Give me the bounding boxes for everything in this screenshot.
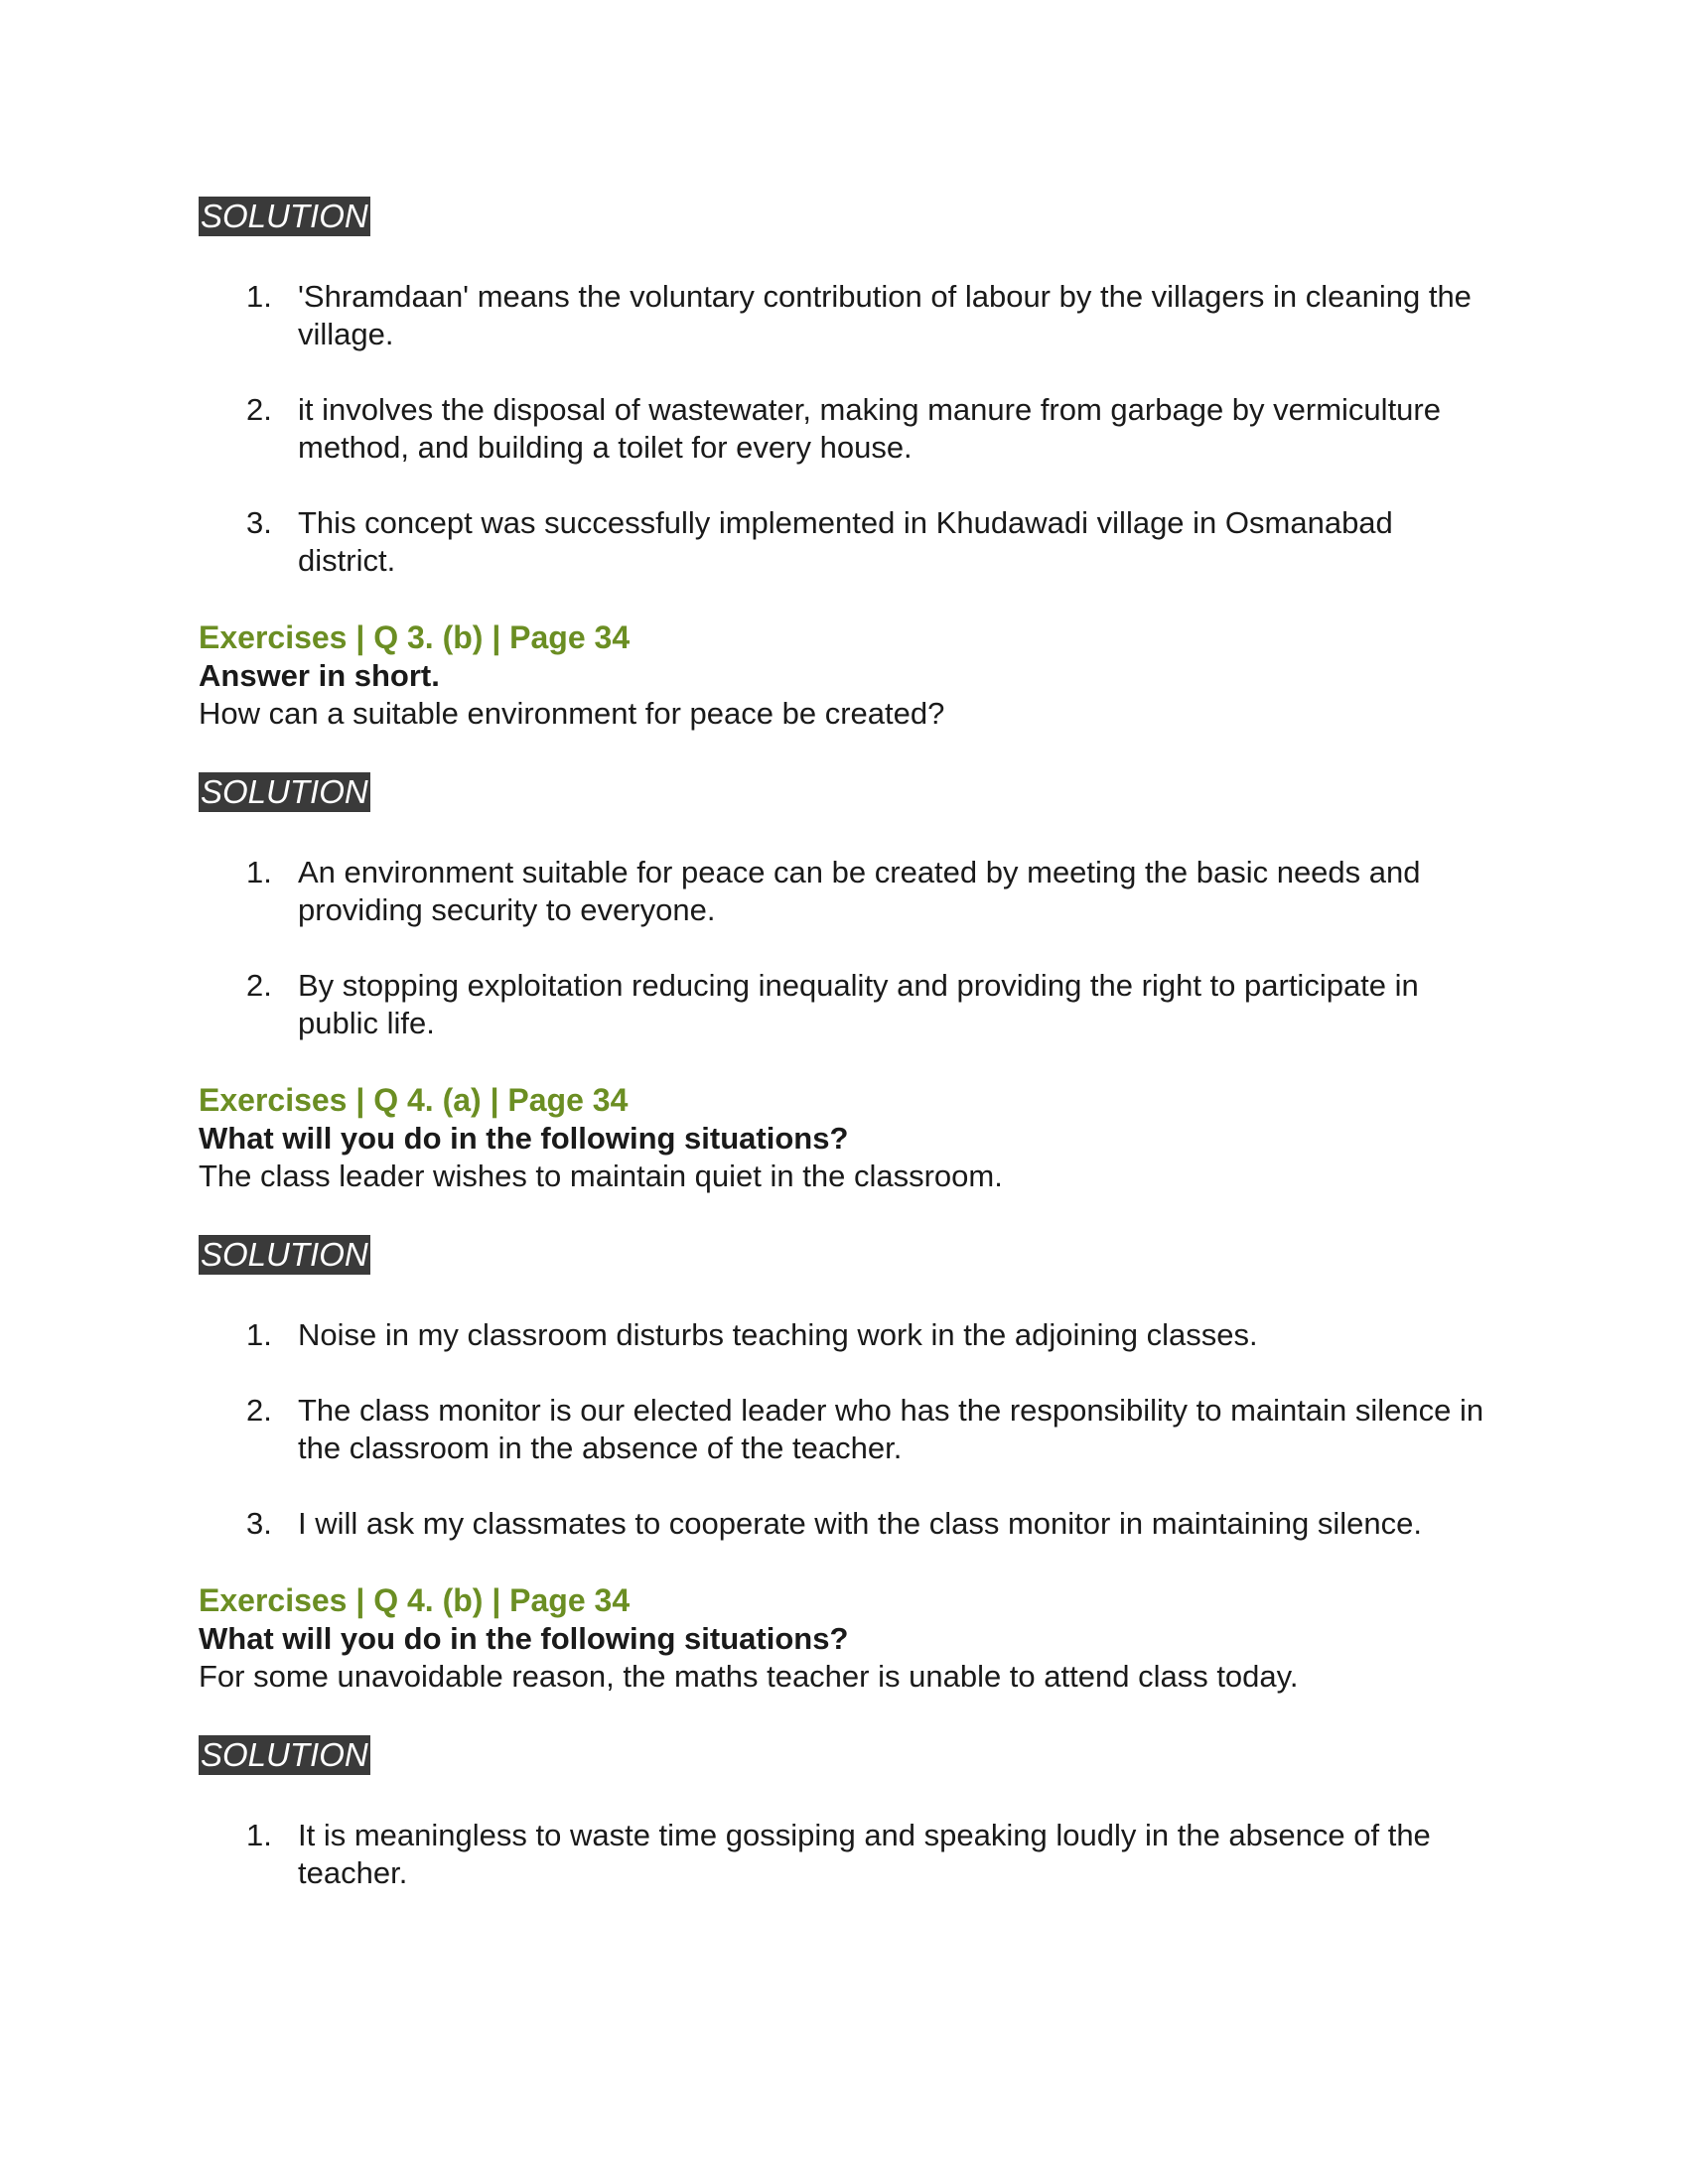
exercise-q4a [199, 1080, 1489, 1543]
exercise-question: The class leader wishes to maintain quiet in the classroom. [199, 1159, 1003, 1193]
solution-label: SOLUTION [201, 1736, 368, 1773]
answer-item [199, 854, 1489, 929]
answer-number: 3. [246, 505, 272, 540]
exercise-q4b [199, 1580, 1489, 1892]
answer-text: This concept was successfully implemented in Khudawadi village in Osmanabad district. [298, 505, 1393, 578]
answer-item [199, 1392, 1489, 1467]
solution-label: SOLUTION [201, 1236, 368, 1273]
answer-list [199, 1817, 1489, 1892]
solution-block [199, 772, 1489, 1042]
answer-item [199, 1505, 1489, 1543]
solution-label: SOLUTION [201, 773, 368, 810]
exercise-prompt: Answer in short. [199, 658, 440, 693]
answer-text: By stopping exploitation reducing inequality and providing the right to participate in public life. [298, 968, 1419, 1040]
exercise-question: How can a suitable environment for peace be created? [199, 696, 945, 731]
answer-item [199, 391, 1489, 467]
exercise-q3b [199, 617, 1489, 1042]
answer-text: it involves the disposal of wastewater, making manure from garbage by vermiculture method, and building a toilet for every house. [298, 392, 1441, 465]
answer-item [199, 278, 1489, 353]
exercise-prompt: What will you do in the following situations? [199, 1121, 849, 1156]
answer-number: 1. [246, 1317, 272, 1352]
answer-item [199, 1316, 1489, 1354]
answer-number: 1. [246, 855, 272, 889]
answer-text: The class monitor is our elected leader who has the responsibility to maintain silence in the classroom in the absence of the teacher. [298, 1393, 1484, 1465]
exercise-prompt: What will you do in the following situations? [199, 1621, 849, 1656]
answer-text: 'Shramdaan' means the voluntary contribution of labour by the villagers in cleaning the village. [298, 279, 1472, 351]
answer-number: 2. [246, 1393, 272, 1428]
answer-text: An environment suitable for peace can be created by meeting the basic needs and providing security to everyone. [298, 855, 1421, 927]
answer-text: Noise in my classroom disturbs teaching work in the adjoining classes. [298, 1317, 1258, 1352]
solution-block [199, 197, 1489, 580]
exercise-heading: Exercises | Q 3. (b) | Page 34 [199, 619, 631, 655]
answer-number: 1. [246, 279, 272, 314]
solution-block [199, 1735, 1489, 1892]
answer-list [199, 278, 1489, 580]
answer-item [199, 504, 1489, 580]
exercise-question: For some unavoidable reason, the maths teacher is unable to attend class today. [199, 1659, 1299, 1694]
solution-label: SOLUTION [201, 198, 368, 234]
answer-number: 2. [246, 392, 272, 427]
solution-block [199, 1235, 1489, 1543]
answer-number: 2. [246, 968, 272, 1003]
answer-item [199, 967, 1489, 1042]
document-page [199, 197, 1489, 1892]
answer-number: 1. [246, 1818, 272, 1852]
answer-item [199, 1817, 1489, 1892]
exercise-heading: Exercises | Q 4. (b) | Page 34 [199, 1582, 631, 1618]
answer-text: I will ask my classmates to cooperate with the class monitor in maintaining silence. [298, 1506, 1422, 1541]
exercise-heading: Exercises | Q 4. (a) | Page 34 [199, 1082, 629, 1118]
answer-list [199, 1316, 1489, 1543]
answer-list [199, 854, 1489, 1042]
answer-number: 3. [246, 1506, 272, 1541]
answer-text: It is meaningless to waste time gossiping and speaking loudly in the absence of the teacher. [298, 1818, 1431, 1890]
